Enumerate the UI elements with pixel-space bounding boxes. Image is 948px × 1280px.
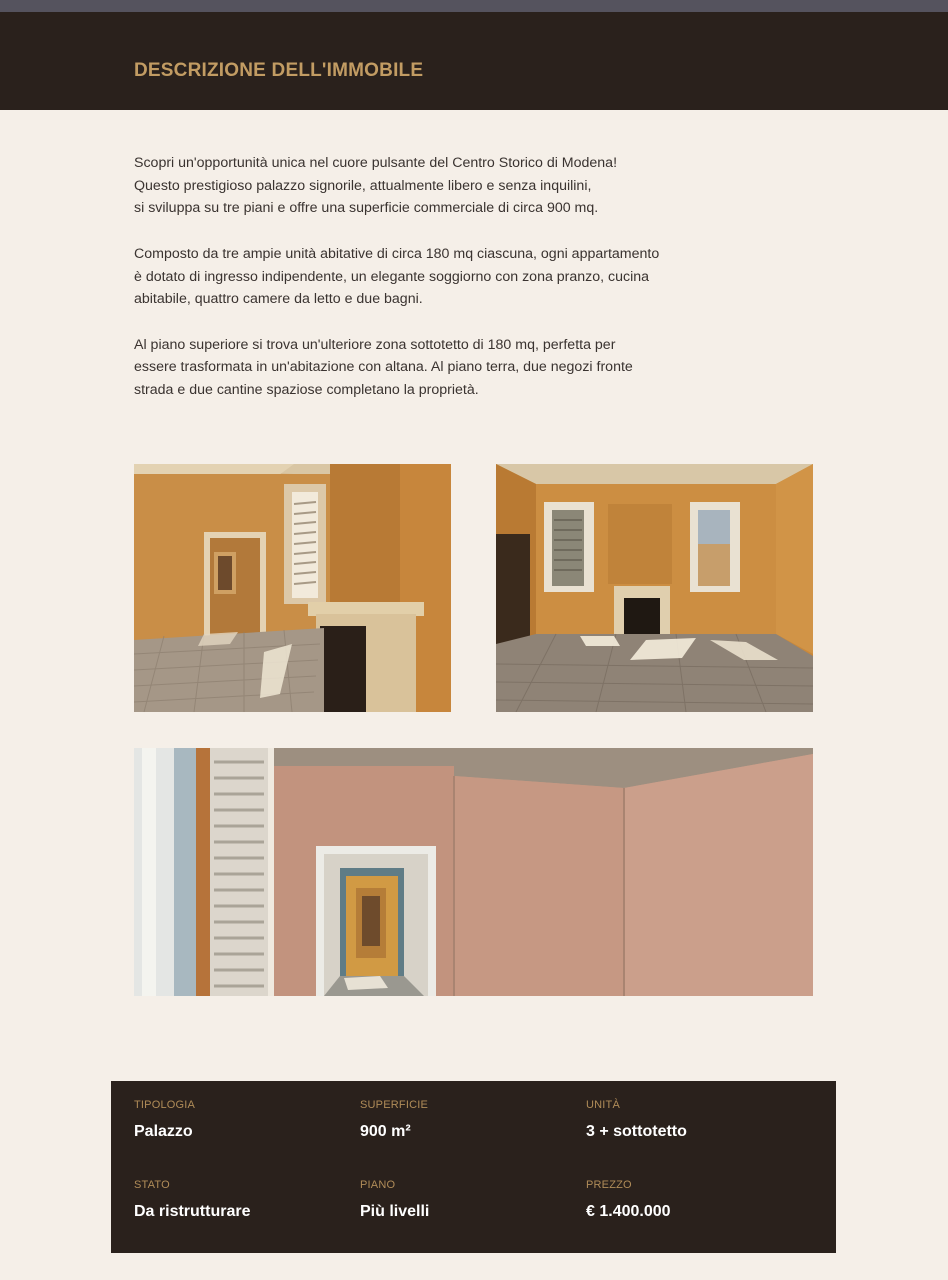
detail-value: Da ristrutturare — [134, 1203, 251, 1220]
top-strip — [0, 0, 948, 12]
detail-value: 3 + sottotetto — [586, 1123, 687, 1140]
description-line: abitabile, quattro camere da letto e due bagni. — [134, 291, 423, 308]
section-title: DESCRIZIONE DELL'IMMOBILE — [134, 60, 424, 81]
photo-room-doorways[interactable] — [134, 748, 813, 996]
detail-label: SUPERFICIE — [360, 1099, 429, 1111]
detail-label: PREZZO — [586, 1179, 632, 1191]
detail-unita — [586, 1099, 687, 1141]
description — [134, 152, 734, 424]
detail-prezzo — [586, 1179, 671, 1221]
section-header — [0, 12, 948, 110]
description-paragraph — [134, 243, 734, 311]
detail-label: PIANO — [360, 1179, 396, 1191]
detail-superficie — [360, 1099, 428, 1141]
description-paragraph — [134, 334, 734, 402]
detail-tipologia — [134, 1099, 195, 1141]
description-line: Al piano superiore si trova un'ulteriore zona sottotetto di 180 mq, perfetta per — [134, 336, 616, 353]
detail-value: 900 m² — [360, 1123, 411, 1140]
description-line: è dotato di ingresso indipendente, un elegante soggiorno con zona pranzo, cucina — [134, 268, 650, 285]
description-line: Scopri un'opportunità unica nel cuore pulsante del Centro Storico di Modena! — [134, 155, 618, 171]
detail-value: € 1.400.000 — [586, 1203, 671, 1220]
description-paragraph — [134, 152, 734, 220]
description-line: strada e due cantine spaziose completano la proprietà. — [134, 382, 479, 398]
description-line: essere trasformata in un'abitazione con altana. Al piano terra, due negozi fronte — [134, 359, 633, 376]
detail-label: STATO — [134, 1179, 170, 1191]
detail-value: Più livelli — [360, 1203, 430, 1220]
photo-room-fireplace[interactable] — [134, 464, 451, 712]
property-details — [111, 1081, 836, 1253]
detail-label: TIPOLOGIA — [134, 1099, 196, 1111]
detail-stato — [134, 1179, 250, 1221]
photo-room-windows[interactable] — [496, 464, 813, 712]
description-line: Questo prestigioso palazzo signorile, attualmente libero e senza inquilini, — [134, 177, 592, 194]
description-line: Composto da tre ampie unità abitative di circa 180 mq ciascuna, ogni appartamento — [134, 245, 660, 262]
description-line: si sviluppa su tre piani e offre una superficie commerciale di circa 900 mq. — [134, 200, 599, 217]
detail-piano — [360, 1179, 429, 1221]
detail-value: Palazzo — [134, 1123, 193, 1140]
detail-label: UNITÀ — [586, 1099, 620, 1111]
